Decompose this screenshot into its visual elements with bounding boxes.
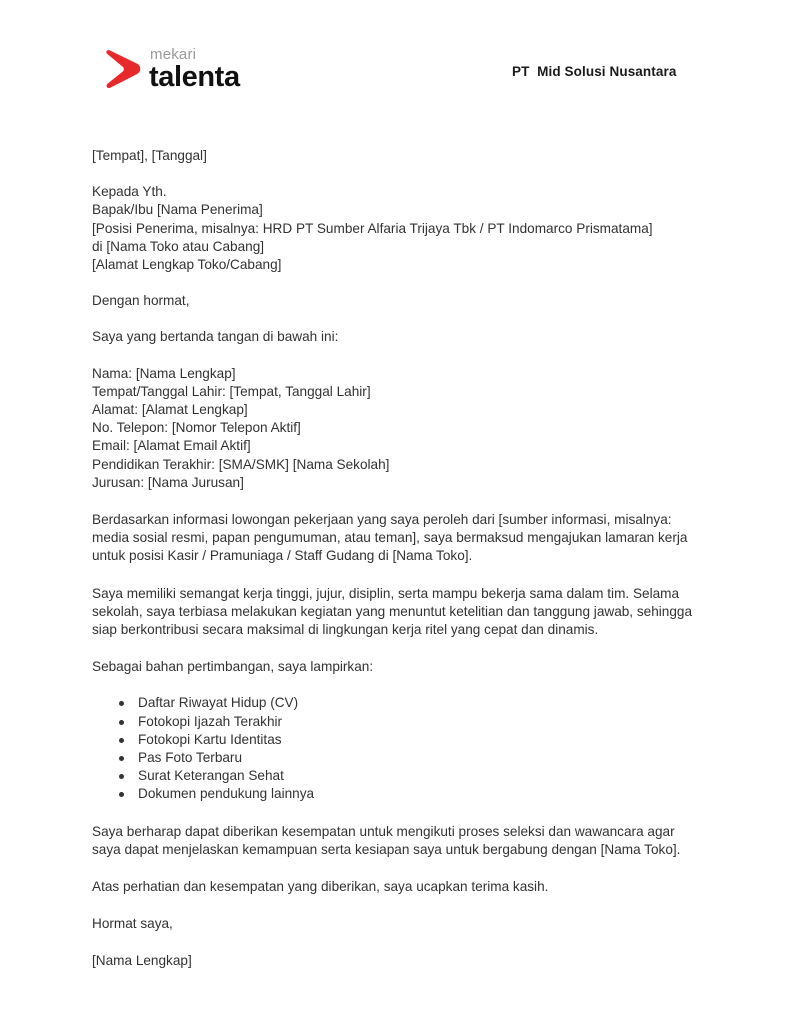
brand-logo (103, 47, 240, 92)
personal-data-item: Tempat/Tanggal Lahir: [Tempat, Tanggal Lahir] (92, 383, 371, 399)
brand-name-mekari: mekari (150, 46, 197, 63)
recipient-person: Bapak/Ibu [Nama Penerima] (92, 202, 263, 218)
recipient-position: [Posisi Penerima, misalnya: HRD PT Sumber Alfaria Trijaya Tbk / PT Indomarco Prismatama] (92, 220, 653, 236)
spacer (92, 933, 704, 952)
signature-name: [Nama Lengkap] (92, 953, 192, 969)
bullet-icon (119, 792, 124, 797)
list-item-label: Pas Foto Terbaru (138, 750, 243, 766)
place-and-date: [Tempat], [Tanggal] (92, 148, 207, 163)
personal-data-item: No. Telepon: [Nomor Telepon Aktif] (92, 420, 301, 436)
paragraph-thanks: Atas perhatian dan kesempatan yang diberikan, saya ucapkan terima kasih. (92, 879, 549, 894)
list-item-label: Surat Keterangan Sehat (138, 768, 284, 784)
attachments-intro: Sebagai bahan pertimbangan, saya lampirkan: (92, 659, 374, 675)
spacer (92, 639, 704, 658)
letterhead (0, 0, 791, 120)
greeting: Dengan hormat, (92, 293, 190, 309)
list-item (92, 785, 704, 803)
attachments-list (92, 694, 704, 803)
recipient-store: di [Nama Toko atau Cabang] (92, 238, 265, 254)
spacer (92, 676, 704, 694)
recipient-block (92, 183, 704, 274)
bullet-icon (119, 701, 124, 706)
personal-data-item: Jurusan: [Nama Jurusan] (92, 474, 244, 490)
list-item (92, 731, 704, 749)
intro-line: Saya yang bertanda tangan di bawah ini: (92, 329, 339, 345)
spacer (92, 347, 704, 365)
spacer (92, 492, 704, 511)
paragraph-hope: Saya berharap dapat diberikan kesempatan untuk mengikuti proses seleksi dan wawancara agar saya dapat menjelaskan kemampuan serta kesiapan saya untuk bergabung dengan [Nama Toko]. (92, 823, 681, 857)
recipient-address: [Alamat Lengkap Toko/Cabang] (92, 257, 282, 273)
spacer (92, 859, 704, 878)
personal-data-block (92, 365, 704, 492)
personal-data-item: Pendidikan Terakhir: [SMA/SMK] [Nama Sekolah] (92, 456, 390, 472)
company-name: PT Mid Solusi Nusantara (512, 64, 677, 79)
spacer (92, 310, 704, 328)
brand-wordmark (149, 47, 240, 92)
bullet-icon (119, 756, 124, 761)
personal-data-item: Email: [Alamat Email Aktif] (92, 438, 251, 454)
list-item (92, 749, 704, 767)
list-item (92, 694, 704, 712)
paragraph-qualities: Saya memiliki semangat kerja tinggi, jujur, disiplin, serta mampu bekerja sama dalam tim. Selama sekolah, saya terbiasa melakukan kegiatan yang menuntut ketelitian dan tanggung jawab, sehingga siap berkontribusi secara maksimal di lingkungan kerja ritel yang cepat dan dinamis. (92, 585, 693, 638)
list-item-label: Dokumen pendukung lainnya (138, 786, 315, 802)
mekari-talenta-arrow-logo (103, 49, 145, 89)
bullet-icon (119, 720, 124, 725)
spacer (92, 896, 704, 915)
spacer (92, 804, 704, 823)
bullet-icon (119, 774, 124, 779)
personal-data-item: Alamat: [Alamat Lengkap] (92, 402, 248, 418)
list-item-label: Fotokopi Kartu Identitas (138, 731, 282, 747)
recipient-salutation: Kepada Yth. (92, 184, 167, 200)
list-item (92, 713, 704, 731)
spacer (92, 566, 704, 585)
brand-name-talenta: talenta (149, 61, 240, 93)
list-item-label: Daftar Riwayat Hidup (CV) (138, 695, 299, 711)
spacer (92, 165, 704, 183)
list-item (92, 767, 704, 785)
bullet-icon (119, 738, 124, 743)
list-item-label: Fotokopi Ijazah Terakhir (138, 713, 283, 729)
closing: Hormat saya, (92, 916, 173, 932)
letter-body (92, 147, 704, 971)
personal-data-item: Nama: [Nama Lengkap] (92, 365, 236, 381)
spacer (92, 274, 704, 292)
paragraph-source: Berdasarkan informasi lowongan pekerjaan yang saya peroleh dari [sumber informasi, misalnya: media sosial resmi, papan pengumuman, atau teman], saya bermaksud mengajukan lamaran kerja untuk posisi Kasir / Pramuniaga / Staff Gudang di [Nama Toko]. (92, 512, 688, 564)
